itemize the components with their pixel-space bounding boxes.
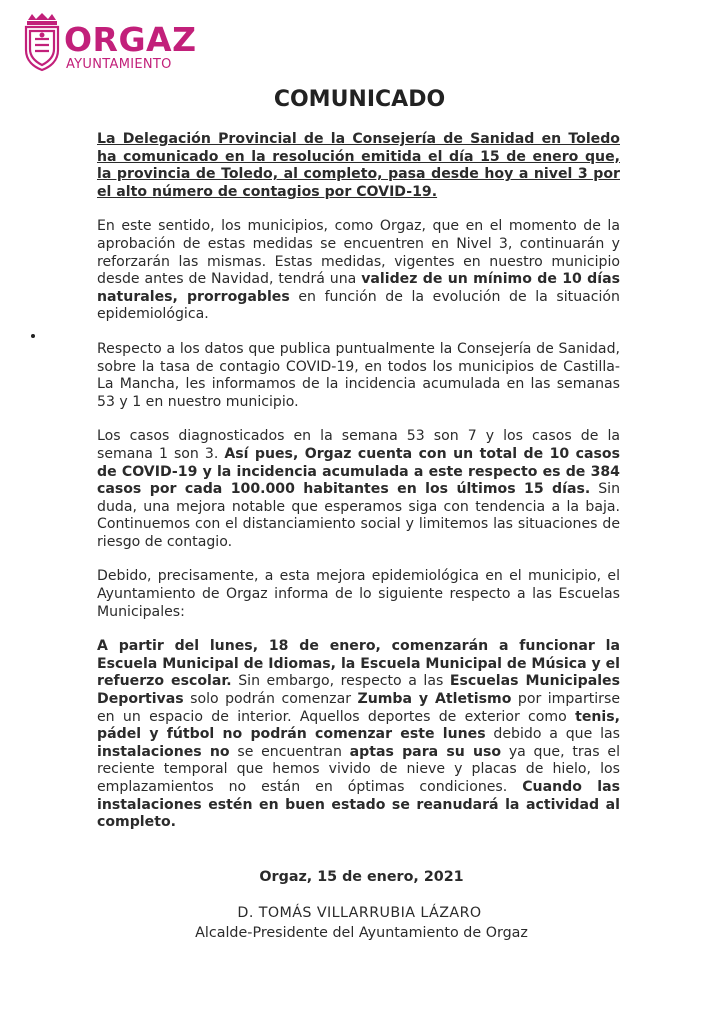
paragraph-measures — [97, 218, 620, 324]
bold-span: Zumba y Atletismo — [357, 691, 512, 708]
text-span: se encuentran — [229, 743, 350, 760]
bold-span: aptas para su uso — [349, 743, 502, 760]
paragraph-schools-intro: Debido, precisamente, a esta mejora epidemiológica en el municipio, el Ayuntamiento de Orgaz informa de lo siguiente respecto a las Escuelas Municipales: — [97, 568, 620, 620]
orgaz-logo — [22, 12, 222, 74]
text-span: ya que, tras el reciente temporal que hemos vivido de nieve y placas de hielo, los emplazamientos no están en óptimas condiciones. — [97, 743, 620, 795]
bold-span: Cuando las instalaciones estén en buen estado se reanudará la actividad al completo. — [97, 779, 620, 831]
signatory-name: D. TOMÁS VILLARRUBIA LÁZARO — [237, 905, 482, 921]
text-span: En este sentido, los municipios, como Orgaz, que en el momento de la aprobación de estas medidas se encuentren en Nivel 3, continuarán y reforzarán las mismas. Estas medidas, vigentes en nuestro municipio desde antes de Navidad, tendrá una — [97, 218, 620, 288]
text-span: por impartirse en un espacio de interior. Aquellos deportes de exterior como — [97, 691, 620, 725]
bold-span: Así pues, Orgaz cuenta con un total de 10 casos de COVID-19 y la incidencia acumulada a este respecto es de 384 casos por cada 100.000 habitantes en los últimos 15 días. — [97, 445, 620, 498]
paragraph-schools — [97, 638, 620, 832]
text-span: debido a que las — [485, 726, 620, 743]
page-title: COMUNICADO — [273, 87, 446, 112]
bold-span: Escuelas Municipales Deportivas — [97, 673, 620, 708]
bold-span: instalaciones no — [97, 743, 230, 760]
logo-name: ORGAZ — [64, 20, 197, 59]
text-span: en función de la evolución de la situación epidemiológica. — [97, 288, 620, 323]
bold-span: validez de un mínimo de 10 días naturales, prorrogables — [97, 271, 620, 305]
bullet-dot — [31, 334, 35, 338]
coat-of-arms-icon — [22, 12, 62, 72]
bold-span: A partir del lunes, 18 de enero, comenzarán a funcionar la Escuela Municipal de Idiomas, la Escuela Municipal de Música y el refuerzo escolar. — [97, 638, 620, 690]
text-span: Sin embargo, respecto a las — [231, 673, 450, 690]
date-line: Orgaz, 15 de enero, 2021 — [259, 869, 464, 885]
bold-span: tenis, pádel y fútbol no podrán comenzar este lunes — [97, 708, 620, 743]
paragraph-data-source: Respecto a los datos que publica puntualmente la Consejería de Sanidad, sobre la tasa de contagio COVID-19, en todos los municipios de Castilla-La Mancha, les informamos de la incidencia acumulada en las semanas 53 y 1 en nuestro municipio. — [97, 340, 620, 410]
logo-subtitle: AYUNTAMIENTO — [66, 57, 172, 72]
text-span: Los casos diagnosticados en la semana 53 son 7 y los casos de la semana 1 son 3. — [97, 428, 620, 462]
text-span: Sin duda, una mejora notable que esperamos siga con tendencia a la baja. Continuemos con el distanciamiento social y limitemos las situaciones de riesgo de contagio. — [97, 481, 621, 550]
lead-paragraph: La Delegación Provincial de la Consejería de Sanidad en Toledo ha comunicado en la resolución emitida el día 15 de enero que, la provincia de Toledo, al completo, pasa desde hoy a nivel 3 por el alto número de contagios por COVID-19. — [97, 131, 620, 200]
signatory-role: Alcalde-Presidente del Ayuntamiento de Orgaz — [195, 925, 528, 941]
text-span: solo podrán comenzar — [183, 691, 358, 708]
paragraph-cases — [97, 428, 620, 551]
document-body — [97, 131, 620, 849]
